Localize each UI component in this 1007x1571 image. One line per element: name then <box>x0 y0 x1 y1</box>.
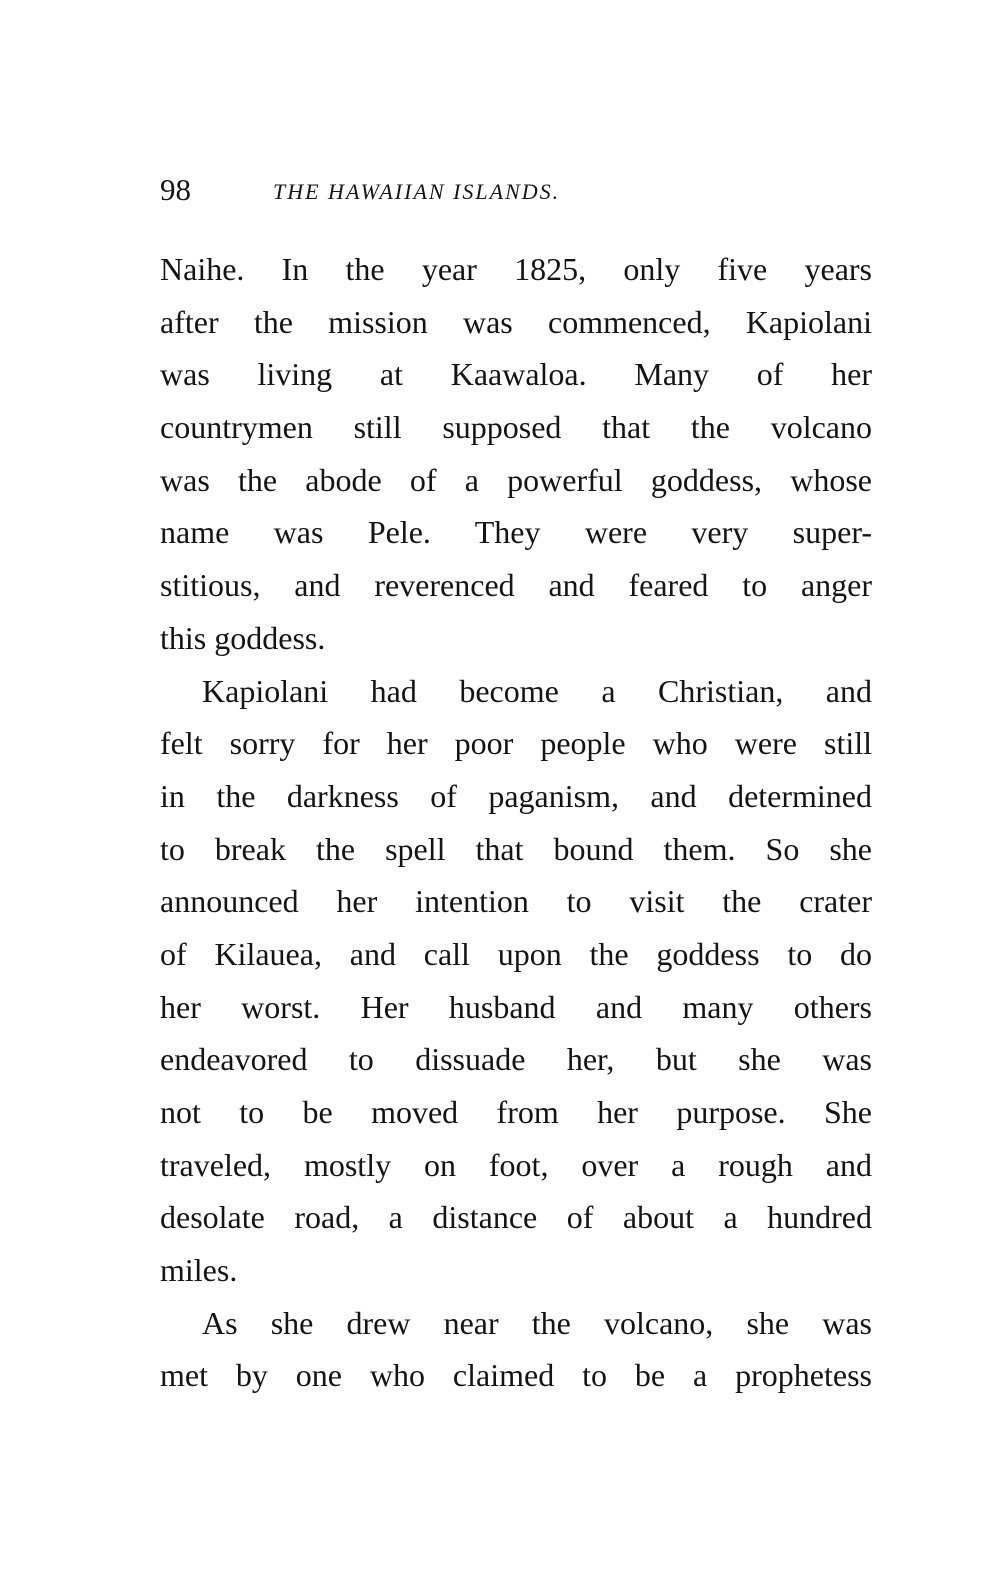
text-line: countrymen still supposed that the volcano <box>160 409 872 446</box>
text-line: her worst. Her husband and many others <box>160 988 872 1025</box>
text-line: As she drew near the volcano, she was <box>202 1304 872 1341</box>
text-line: not to be moved from her purpose. She <box>160 1094 872 1130</box>
body-text <box>160 243 872 1402</box>
text-line: stitious, and reverenced and feared to anger <box>160 567 872 604</box>
text-line: felt sorry for her poor people who were still <box>160 725 872 762</box>
paragraph <box>160 243 872 665</box>
text-line: after the mission was commenced, Kapiolani <box>160 303 872 340</box>
paragraph <box>160 1297 872 1402</box>
text-line: announced her intention to visit the crater <box>160 883 872 920</box>
text-line: was the abode of a powerful goddess, whose <box>160 461 872 498</box>
paragraph <box>160 665 872 1297</box>
text-line: endeavored to dissuade her, but she was <box>160 1041 872 1078</box>
text-line: was living at Kaawaloa. Many of her <box>160 356 872 393</box>
running-title: THE HAWAIIAN ISLANDS. <box>273 179 561 204</box>
text-line: miles. <box>160 1252 238 1289</box>
text-line: in the darkness of paganism, and determined <box>160 777 872 814</box>
text-line: Kapiolani had become a Christian, and <box>202 672 872 709</box>
text-line: met by one who claimed to be a prophetess <box>160 1357 872 1394</box>
text-line: Naihe. In the year 1825, only five years <box>160 251 872 287</box>
text-line: this goddess. <box>160 619 326 656</box>
text-line: to break the spell that bound them. So she <box>160 830 872 867</box>
text-line: of Kilauea, and call upon the goddess to do <box>160 935 872 972</box>
text-line: desolate road, a distance of about a hundred <box>160 1199 872 1236</box>
text-line: traveled, mostly on foot, over a rough and <box>160 1146 872 1183</box>
page-number: 98 <box>160 172 191 207</box>
running-head <box>160 170 872 214</box>
text-line: name was Pele. They were very super- <box>160 514 872 551</box>
